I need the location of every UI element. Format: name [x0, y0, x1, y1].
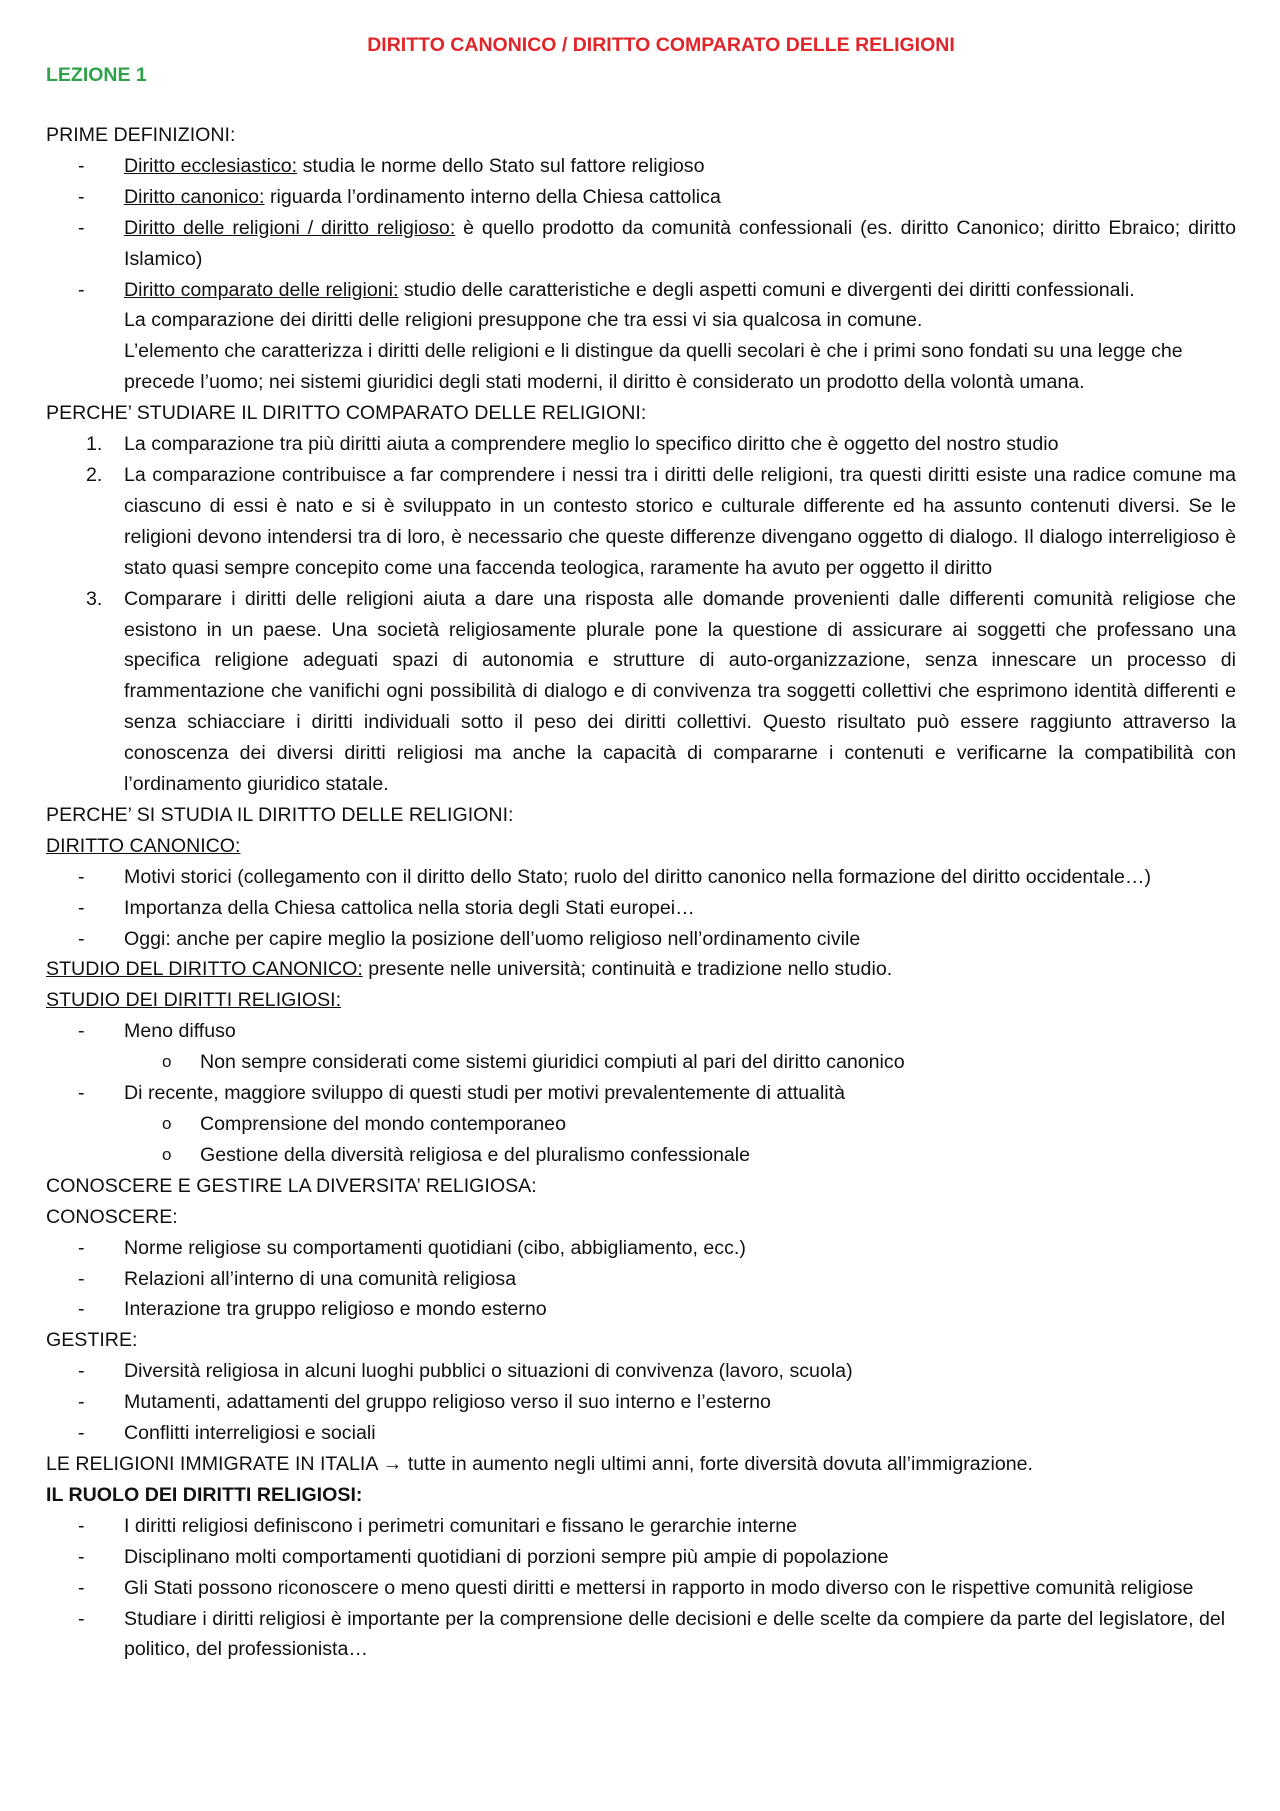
dash-marker: - — [78, 1267, 85, 1290]
dash-marker: - — [78, 1360, 85, 1383]
document-title: DIRITTO CANONICO / DIRITTO COMPARATO DELLE RELIGIONI — [367, 34, 955, 56]
dash-marker: - — [78, 185, 85, 208]
list-item — [46, 893, 1236, 924]
number-marker: 3. — [86, 587, 103, 610]
dash-marker: - — [78, 865, 85, 888]
immigrate-text: tutte in aumento negli ultimi anni, forte diversità dovuta all’immigrazione. — [402, 1452, 1033, 1475]
item-text: Studiare i diritti religiosi è importante per la comprensione delle decisioni e delle scelte da compiere da parte del legislatore, del politico, del professionista… — [124, 1607, 1226, 1661]
list-item — [46, 429, 1236, 460]
studio-canonico-text: presente nelle università; continuità e tradizione nello studio. — [362, 958, 893, 981]
dash-marker: - — [78, 1298, 85, 1321]
canonico-list — [46, 862, 1236, 955]
definition-term: Diritto delle religioni / diritto religioso: — [124, 216, 456, 239]
definition-paragraph: L’elemento che caratterizza i diritti delle religioni e li distingue da quelli secolari è che i primi sono fondati su una legge che precede l’uomo; nei sistemi giuridici degli stati moderni, il diritto è considerato un prodotto della volontà umana. — [124, 340, 1183, 394]
definition-term: Diritto ecclesiastico: — [124, 154, 298, 177]
list-item — [46, 1418, 1236, 1449]
dash-marker: - — [78, 1020, 85, 1043]
item-text: Interazione tra gruppo religioso e mondo esterno — [124, 1298, 547, 1321]
list-item — [46, 1542, 1236, 1573]
circle-bullet-icon: o — [162, 1052, 172, 1072]
dash-marker: - — [78, 1576, 85, 1599]
heading-perche-comparato: PERCHE’ STUDIARE IL DIRITTO COMPARATO DELLE RELIGIONI: — [46, 402, 647, 425]
item-text: Diversità religiosa in alcuni luoghi pubblici o situazioni di convivenza (lavoro, scuola) — [124, 1360, 853, 1383]
dash-marker: - — [78, 927, 85, 950]
item-text: Conflitti interreligiosi e sociali — [124, 1422, 376, 1445]
list-item — [46, 460, 1236, 584]
item-text: Norme religiose su comportamenti quotidiani (cibo, abbigliamento, ecc.) — [124, 1236, 746, 1259]
list-item — [46, 1294, 1236, 1325]
circle-bullet-icon: o — [162, 1144, 172, 1164]
dash-marker: - — [78, 1082, 85, 1105]
conoscere-label: CONOSCERE: — [46, 1205, 178, 1228]
reasons-list — [46, 429, 1236, 800]
dash-marker: - — [78, 278, 85, 301]
item-text: Oggi: anche per capire meglio la posizione dell’uomo religioso nell’ordinamento civile — [124, 927, 861, 950]
dash-marker: - — [78, 1391, 85, 1414]
list-item — [46, 1264, 1236, 1295]
definition-term: Diritto comparato delle religioni: — [124, 278, 399, 301]
definition-text: riguarda l’ordinamento interno della Chiesa cattolica — [264, 185, 721, 208]
definition-text: studia le norme dello Stato sul fattore religioso — [297, 154, 705, 177]
sub-list-item — [46, 1047, 1236, 1078]
heading-ruolo: IL RUOLO DEI DIRITTI RELIGIOSI: — [46, 1483, 363, 1506]
number-marker: 2. — [86, 463, 103, 486]
number-marker: 1. — [86, 433, 103, 456]
item-text: Meno diffuso — [124, 1020, 236, 1043]
list-item — [46, 1016, 1236, 1047]
ruolo-list — [46, 1511, 1236, 1666]
sub-item-text: Comprensione del mondo contemporaneo — [200, 1113, 566, 1135]
studio-canonico-line — [46, 954, 1236, 985]
item-text: I diritti religiosi definiscono i perimetri comunitari e fissano le gerarchie interne — [124, 1514, 798, 1537]
religiosi-list — [46, 1016, 1236, 1171]
dash-marker: - — [78, 896, 85, 919]
heading-prime-definizioni: PRIME DEFINIZIONI: — [46, 124, 236, 146]
list-item — [46, 1233, 1236, 1264]
dash-marker: - — [78, 1607, 85, 1630]
list-item — [46, 1573, 1236, 1604]
immigrate-line — [46, 1449, 1236, 1480]
dash-marker: - — [78, 1422, 85, 1445]
definition-paragraph: La comparazione dei diritti delle religioni presuppone che tra essi vi sia qualcosa in comune. — [124, 309, 923, 332]
definitions-list — [46, 151, 1236, 398]
list-item — [46, 151, 1236, 182]
list-item — [46, 1604, 1236, 1666]
list-item — [46, 213, 1236, 275]
heading-perche-si-studia: PERCHE’ SI STUDIA IL DIRITTO DELLE RELIGIONI: — [46, 803, 514, 826]
arrow-right-icon: → — [382, 1452, 403, 1475]
item-text: Importanza della Chiesa cattolica nella storia degli Stati europei… — [124, 896, 695, 919]
studio-canonico-label: STUDIO DEL DIRITTO CANONICO: — [46, 958, 363, 981]
lesson-label: LEZIONE 1 — [46, 64, 147, 86]
sub-list-item — [46, 1140, 1236, 1171]
list-item — [46, 584, 1236, 800]
definition-text: studio delle caratteristiche e degli aspetti comuni e divergenti dei diritti confessionali. — [398, 278, 1135, 301]
item-text: Mutamenti, adattamenti del gruppo religioso verso il suo interno e l’esterno — [124, 1391, 771, 1414]
dash-marker: - — [78, 216, 85, 239]
item-text: Relazioni all’interno di una comunità religiosa — [124, 1267, 517, 1290]
list-item — [46, 275, 1236, 399]
subheading-diritto-canonico: DIRITTO CANONICO: — [46, 834, 241, 857]
conoscere-list — [46, 1233, 1236, 1326]
reason-text: La comparazione contribuisce a far comprendere i nessi tra i diritti delle religioni, tra questi diritti esiste una radice comune ma ciascuno di essi è nato e si è sviluppato in un contesto storico e culturale differente ed ha assunto contenuti diversi. Se le religioni devono intendersi tra di loro, è necessario che queste differenze divengano oggetto di dialogo. Il dialogo interreligioso è stato quasi sempre concepito come una faccenda teologica, raramente ha avuto per oggetto il diritto — [124, 463, 1236, 579]
gestire-list — [46, 1356, 1236, 1449]
list-item — [46, 862, 1236, 893]
definition-text: è quello prodotto da comunità confessionali (es. diritto Canonico; diritto Ebraico; diritto Islamico) — [124, 216, 1237, 270]
gestire-label: GESTIRE: — [46, 1329, 138, 1352]
dash-marker: - — [78, 1236, 85, 1259]
sub-item-text: Non sempre considerati come sistemi giuridici compiuti al pari del diritto canonico — [200, 1051, 905, 1074]
definition-term: Diritto canonico: — [124, 185, 265, 208]
list-item — [46, 1356, 1236, 1387]
sub-list-item — [46, 1109, 1236, 1140]
item-text: Gli Stati possono riconoscere o meno questi diritti e mettersi in rapporto in modo diverso con le rispettive comunità religiose — [124, 1576, 1194, 1599]
reason-text: La comparazione tra più diritti aiuta a comprendere meglio lo specifico diritto che è oggetto del nostro studio — [124, 433, 1059, 456]
dash-marker: - — [78, 1545, 85, 1568]
circle-bullet-icon: o — [162, 1114, 172, 1133]
list-item — [46, 182, 1236, 213]
sub-item-text: Gestione della diversità religiosa e del pluralismo confessionale — [200, 1143, 751, 1166]
studio-religiosi-label: STUDIO DEI DIRITTI RELIGIOSI: — [46, 989, 342, 1012]
heading-conoscere-gestire: CONOSCERE E GESTIRE LA DIVERSITA’ RELIGIOSA: — [46, 1174, 537, 1197]
item-text: Di recente, maggiore sviluppo di questi studi per motivi prevalentemente di attualità — [124, 1082, 845, 1105]
dash-marker: - — [78, 154, 85, 177]
item-text: Disciplinano molti comportamenti quotidiani di porzioni sempre più ampie di popolazione — [124, 1545, 889, 1568]
list-item — [46, 1078, 1236, 1109]
dash-marker: - — [78, 1514, 85, 1537]
reason-text: Comparare i diritti delle religioni aiuta a dare una risposta alle domande provenienti dalle differenti comunità religiose che esistono in un paese. Una società religiosamente plurale pone la questione di assicurare ai soggetti che professano una specifica religione adeguati spazi di autonomia e strutture di auto-organizzazione, senza innescare un processo di frammentazione che vanifichi ogni possibilità di dialogo e di convivenza tra soggetti collettivi che esprimono identità differenti e senza schiacciare i diritti individuali sotto il peso dei diritti collettivi. Questo risultato può essere raggiunto attraverso la conoscenza dei diversi diritti religiosi ma anche la capacità di compararne i contenuti e verificarne la compatibilità con l’ordinamento giuridico statale. — [124, 587, 1236, 796]
list-item — [46, 924, 1236, 955]
list-item — [46, 1511, 1236, 1542]
list-item — [46, 1387, 1236, 1418]
item-text: Motivi storici (collegamento con il diritto dello Stato; ruolo del diritto canonico nella formazione del diritto occidentale…) — [124, 865, 1151, 888]
immigrate-label: LE RELIGIONI IMMIGRATE IN ITALIA — [46, 1452, 383, 1475]
